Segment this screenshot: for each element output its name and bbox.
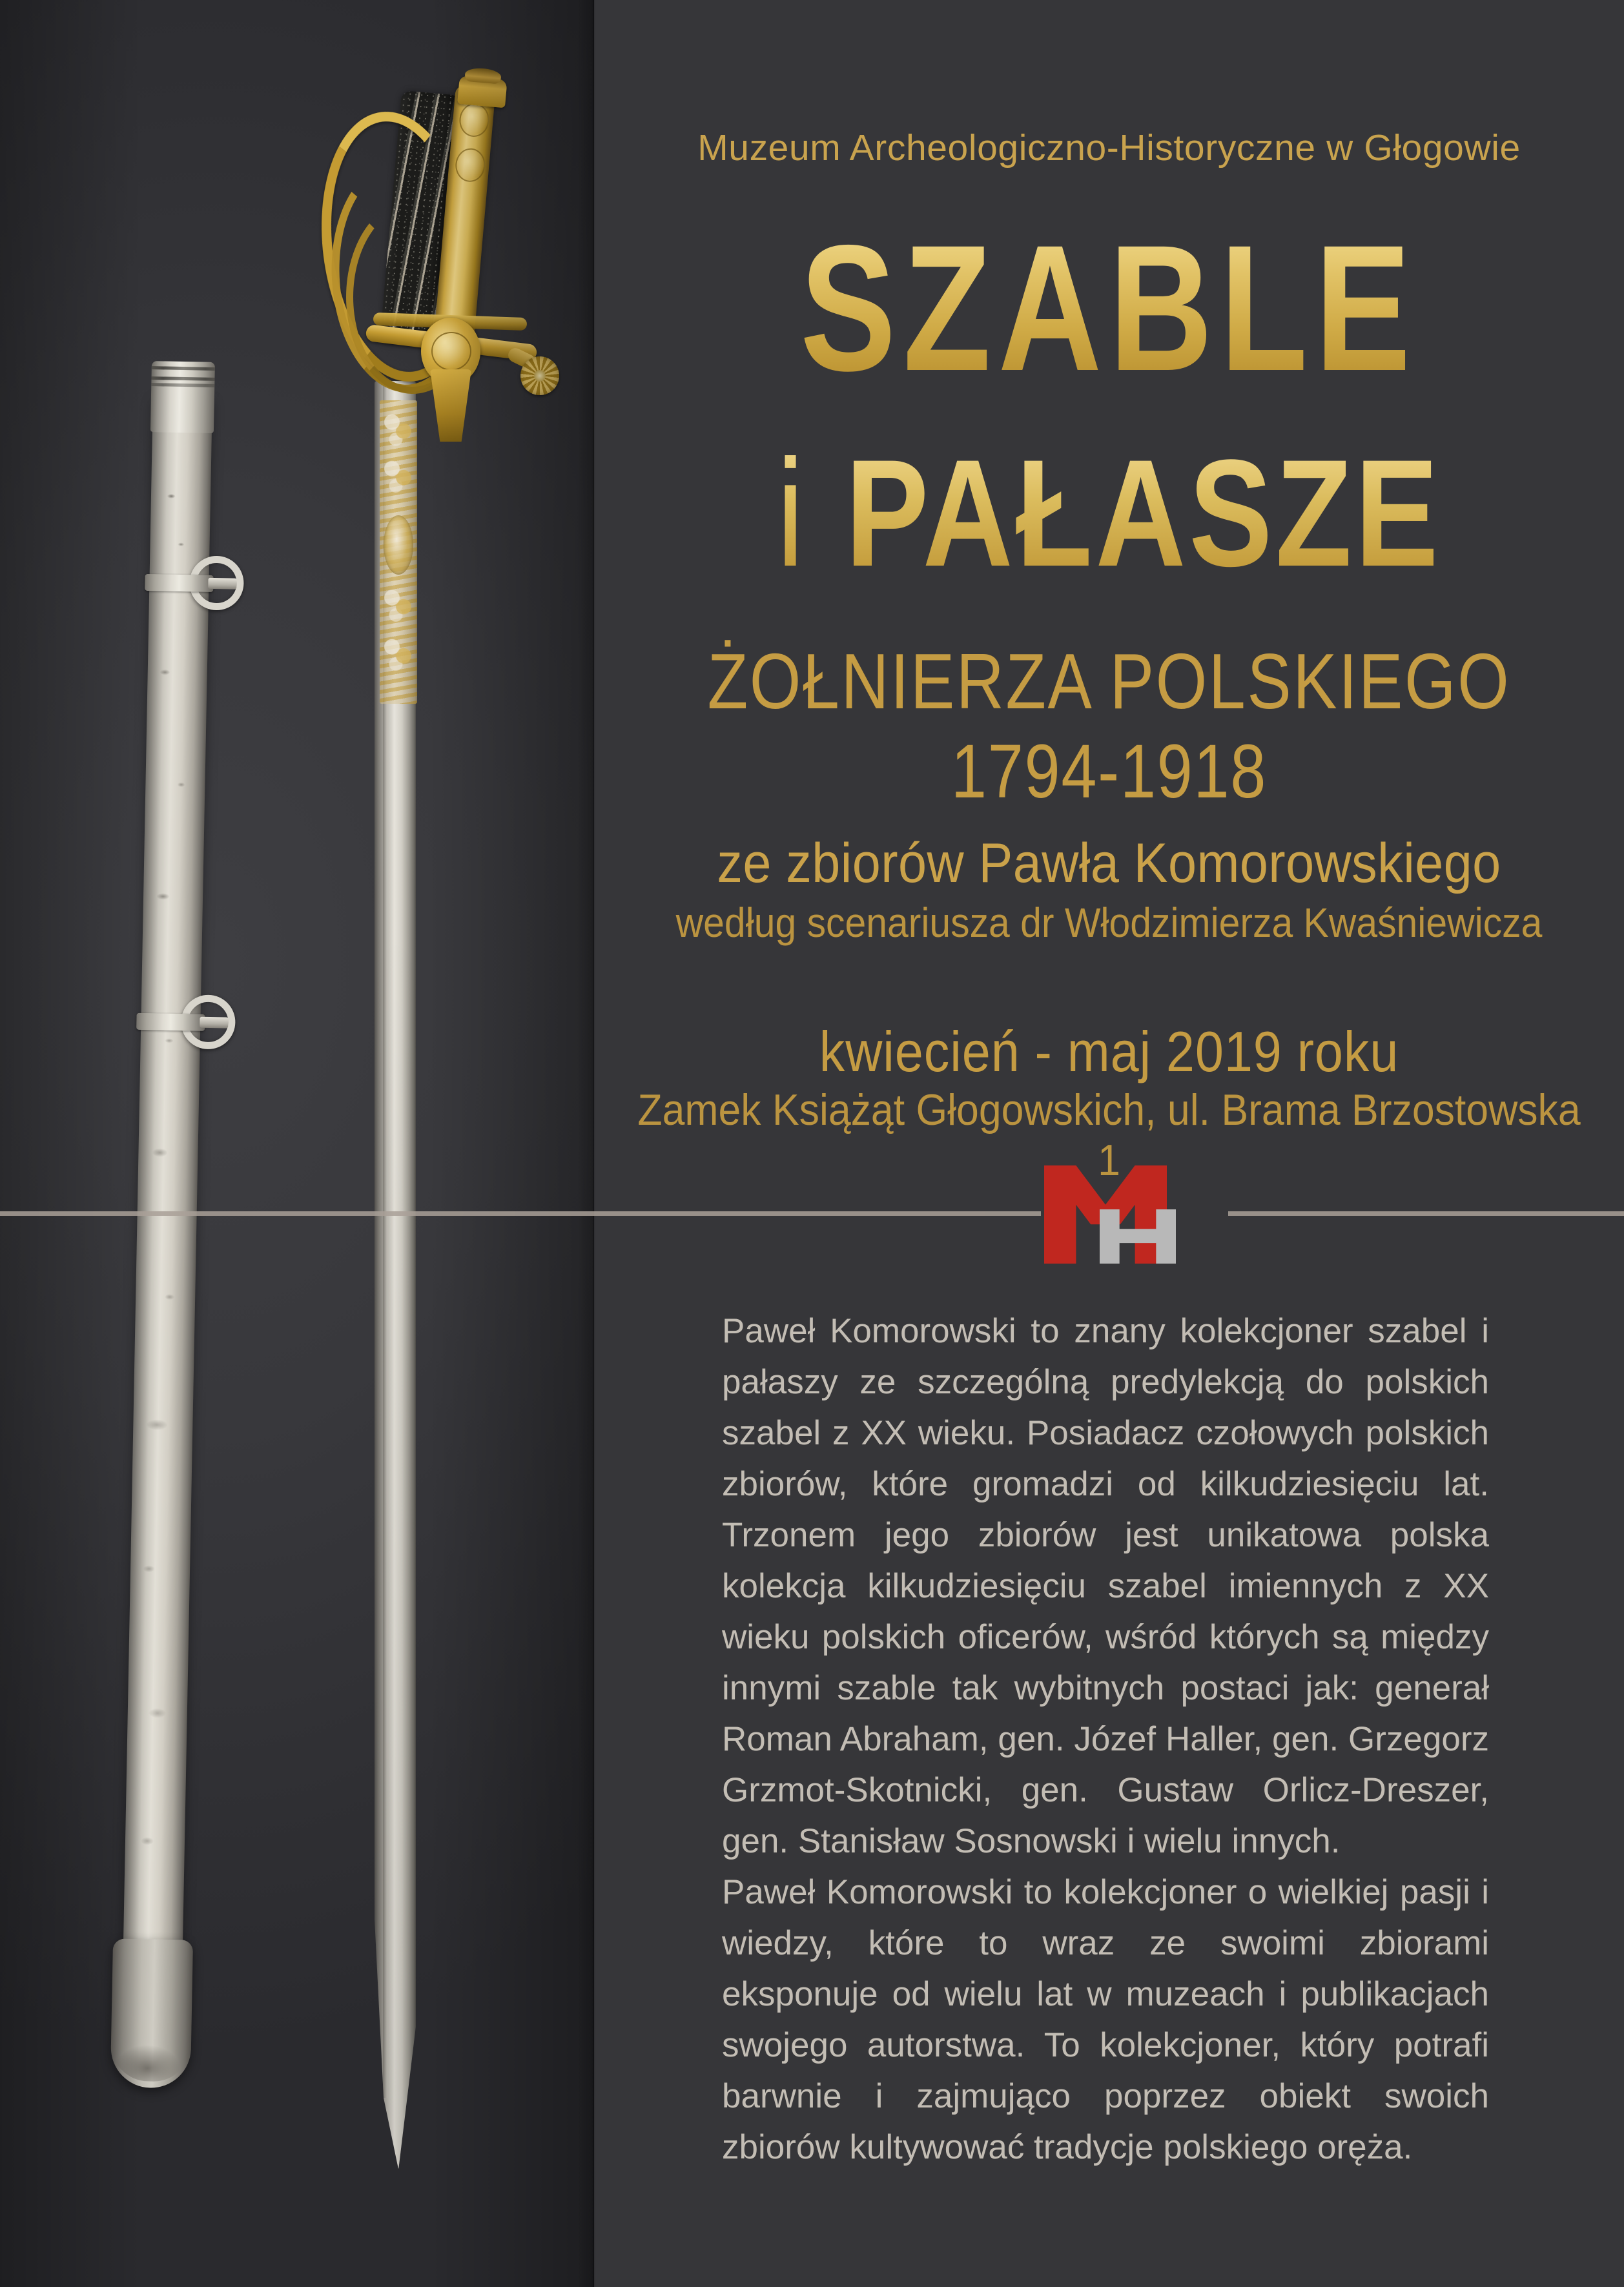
etching-motif	[382, 456, 415, 493]
title-conjunction: i	[776, 428, 808, 599]
scabbard-chape	[110, 1938, 193, 2088]
subtitle-soldier: ŻOŁNIERZA POLSKIEGO	[707, 637, 1511, 725]
photo-right-edge	[577, 0, 594, 2287]
etching-medallion	[384, 515, 413, 575]
description-paragraph-1: Paweł Komorowski to znany kolekcjoner szabel i pałaszy ze szczególną predylekcją do polskich szabel z XX wieku. Posiadacz czołowych polskich zbiorów, które gromadzi od kilkudziesięciu lat. Trzonem jego zbiorów jest unikatowa polska kolekcja kilkudziesięciu szabel imiennych z XX wieku polskich oficerów, wśród których są między innymi szable tak wybitnych postaci jak: generał Roman Abraham, gen. Józef Haller, gen. Grzegorz Grzmot-Skotnicki, gen. Gustaw Orlicz-Dreszer, gen. Stanisław Sosnowski i wielu innych.	[722, 1312, 1489, 1860]
pommel-cap	[464, 67, 502, 85]
blade-gilt-etching	[380, 400, 417, 704]
scabbard-body	[122, 400, 212, 2002]
poster-content	[594, 0, 1624, 2287]
scabbard-band-upper	[145, 574, 213, 592]
museum-logo	[1044, 1165, 1167, 1264]
backstrap-ornament	[458, 102, 490, 138]
scabbard-lug-lower	[200, 1017, 228, 1029]
scabbard-lip-2	[151, 376, 214, 381]
hilt-langet-tongue	[430, 369, 471, 442]
exhibition-dates: kwiecień - maj 2019 roku	[819, 1020, 1399, 1083]
title-subline	[687, 428, 1532, 599]
subtitle-years: 1794-1918	[951, 729, 1268, 814]
scabbard-throat	[150, 361, 215, 433]
exhibition-venue: Zamek Książąt Głogowskich, ul. Brama Brzostowska 1	[637, 1085, 1581, 1185]
scabbard-lug-upper	[208, 578, 236, 590]
scabbard-lip-3	[151, 383, 214, 387]
museum-name: Muzeum Archeologiczno-Historyczne w Głogowie	[697, 127, 1521, 169]
scabbard-band-lower	[136, 1013, 205, 1031]
description-text	[722, 1306, 1489, 2173]
scenario-credit: według scenariusza dr Włodzimierza Kwaśniewicza	[675, 899, 1543, 946]
scabbard-image	[121, 361, 213, 2047]
backstrap-ornament	[454, 147, 486, 183]
collection-credit: ze zbiorów Pawła Komorowskiego	[717, 832, 1501, 894]
sabre-photograph	[0, 0, 594, 2287]
etching-motif	[382, 585, 415, 622]
page-title: SZABLE	[697, 227, 1521, 389]
sabre-image	[303, 77, 588, 2234]
title-second-word: PAŁASZE	[845, 428, 1442, 599]
description-paragraph-2: Paweł Komorowski to kolekcjoner o wielkiej pasji i wiedzy, które to wraz ze swoimi zbiorami eksponuje od wielu lat w muzeach i publikacjach swojego autorstwa. To kolekcjoner, który potrafi barwnie i zajmująco poprzez obiekt swoich zbiorów kultywować tradycje polskiego oręża.	[722, 1873, 1489, 2166]
scabbard-lip	[152, 366, 215, 371]
quillon-rosette-finial	[520, 356, 559, 395]
hilt-pommel	[457, 76, 508, 108]
etching-motif	[382, 634, 415, 672]
sabre-hilt	[303, 77, 588, 439]
